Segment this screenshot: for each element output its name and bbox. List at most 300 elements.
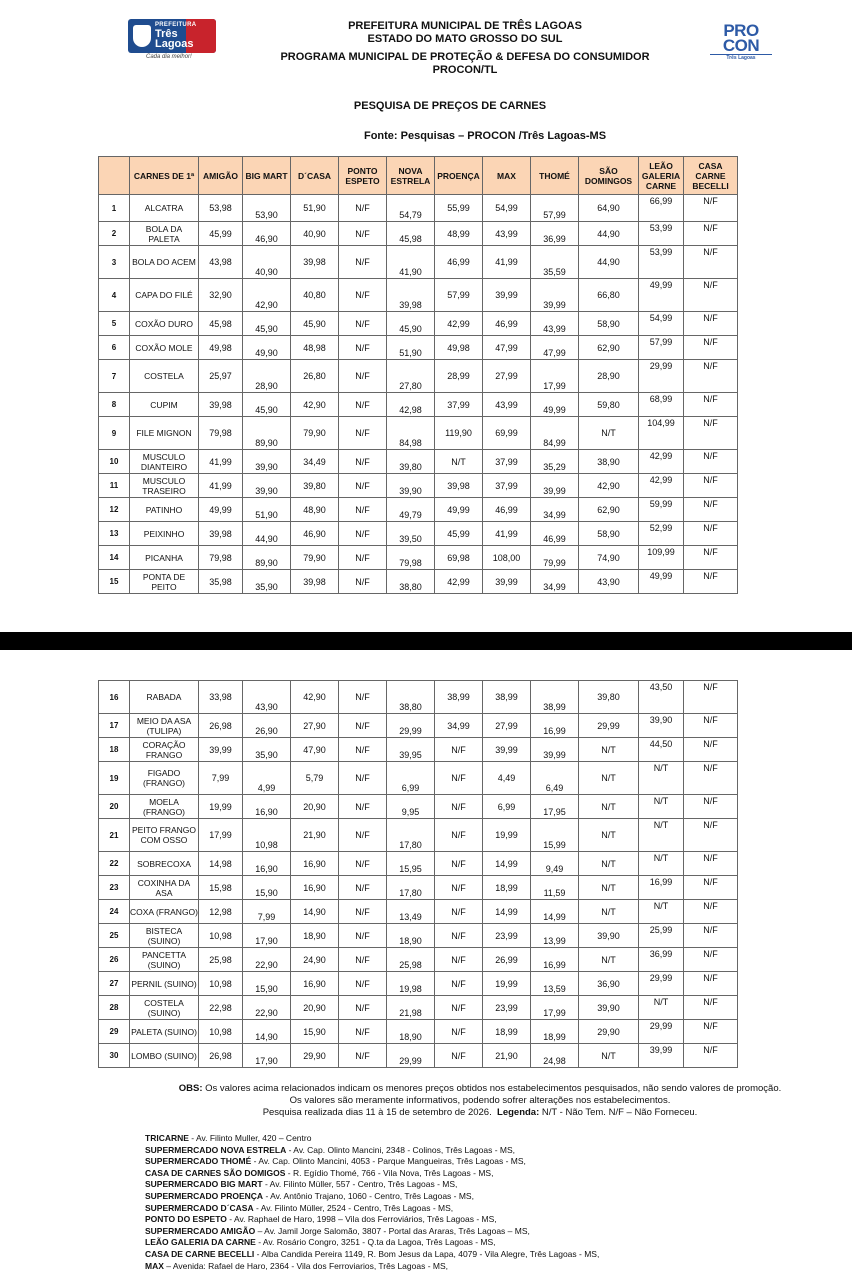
table-row [99, 714, 738, 738]
price-cell: 18,90 [387, 1020, 435, 1044]
price-table-part1 [98, 156, 738, 594]
price-cell: 37,99 [483, 450, 531, 474]
product-name: COSTELA [130, 360, 199, 393]
price-cell: 59,80 [579, 393, 639, 417]
price-cell: N/F [684, 336, 738, 360]
price-cell: 34,99 [435, 714, 483, 738]
price-cell: 14,90 [291, 900, 339, 924]
price-cell: 34,99 [531, 570, 579, 594]
price-cell: 39,90 [243, 450, 291, 474]
table-row [99, 900, 738, 924]
price-cell: 27,99 [483, 360, 531, 393]
price-cell: 51,90 [387, 336, 435, 360]
procon-logo: PRO CON Três Lagoas [710, 23, 772, 63]
product-name: BISTECA (SUINO) [130, 924, 199, 948]
price-cell: 16,90 [243, 795, 291, 819]
table-row [99, 948, 738, 972]
table-row [99, 522, 738, 546]
price-cell: 35,90 [243, 738, 291, 762]
price-cell: 62,90 [579, 498, 639, 522]
product-name: SOBRECOXA [130, 852, 199, 876]
store-name: SUPERMERCADO D´CASA [145, 1202, 254, 1213]
price-cell: 29,99 [639, 1020, 684, 1044]
price-cell: N/T [639, 762, 684, 795]
price-cell: 47,99 [531, 336, 579, 360]
column-header: NOVA ESTRELA [387, 157, 435, 195]
price-cell: N/F [339, 222, 387, 246]
page-break-bar [0, 632, 852, 650]
price-cell: 16,90 [243, 852, 291, 876]
store-address [145, 1226, 825, 1238]
price-cell: 45,99 [435, 522, 483, 546]
price-cell: N/F [435, 852, 483, 876]
price-cell: 46,99 [483, 498, 531, 522]
price-cell: 58,90 [579, 522, 639, 546]
price-cell: 24,90 [291, 948, 339, 972]
price-cell: 16,99 [531, 948, 579, 972]
row-number: 4 [99, 279, 130, 312]
price-cell: 49,99 [639, 279, 684, 312]
price-cell: 42,98 [387, 393, 435, 417]
price-cell: 43,99 [531, 312, 579, 336]
price-cell: N/F [339, 417, 387, 450]
price-cell: N/F [684, 312, 738, 336]
price-cell: N/F [684, 498, 738, 522]
price-cell: 10,98 [199, 1020, 243, 1044]
price-cell: 28,99 [435, 360, 483, 393]
column-header [99, 157, 130, 195]
price-cell: 34,49 [291, 450, 339, 474]
price-cell: 42,99 [435, 312, 483, 336]
product-name: CORAÇÃO FRANGO [130, 738, 199, 762]
price-cell: 15,99 [531, 819, 579, 852]
price-cell: N/F [684, 450, 738, 474]
price-cell: 39,99 [531, 474, 579, 498]
store-address-list [145, 1133, 825, 1272]
price-cell: 26,90 [243, 714, 291, 738]
price-cell: 49,99 [199, 498, 243, 522]
price-cell: 22,90 [243, 948, 291, 972]
price-cell: 48,98 [291, 336, 339, 360]
price-cell: 42,90 [243, 279, 291, 312]
price-cell: N/T [579, 819, 639, 852]
price-cell: 14,90 [243, 1020, 291, 1044]
price-cell: 39,98 [435, 474, 483, 498]
price-cell: N/F [339, 498, 387, 522]
price-cell: N/F [339, 948, 387, 972]
price-cell: 44,50 [639, 738, 684, 762]
price-cell: 17,90 [243, 1044, 291, 1068]
price-cell: N/F [435, 819, 483, 852]
price-cell: 17,80 [387, 819, 435, 852]
price-cell: 33,98 [199, 681, 243, 714]
product-name: COXINHA DA ASA [130, 876, 199, 900]
price-cell: 53,90 [243, 195, 291, 222]
row-number: 19 [99, 762, 130, 795]
store-name: SUPERMERCADO AMIGÃO [145, 1225, 256, 1236]
price-cell: 29,99 [579, 714, 639, 738]
price-cell: 17,99 [199, 819, 243, 852]
row-number: 13 [99, 522, 130, 546]
row-number: 25 [99, 924, 130, 948]
product-name: CAPA DO FILÉ [130, 279, 199, 312]
row-number: 10 [99, 450, 130, 474]
store-street: - R. Egídio Thomé, 766 - Vila Nova, Três Lagoas - MS, [285, 1167, 494, 1178]
price-cell: 18,99 [531, 1020, 579, 1044]
price-cell: N/F [684, 474, 738, 498]
header-line-4: PROCON/TL [432, 64, 498, 76]
price-cell: 16,99 [531, 714, 579, 738]
price-cell: N/F [339, 738, 387, 762]
row-number: 8 [99, 393, 130, 417]
price-cell: 6,99 [483, 795, 531, 819]
price-cell: 39,98 [291, 246, 339, 279]
price-cell: 42,90 [291, 393, 339, 417]
price-cell: 17,99 [531, 360, 579, 393]
row-number: 17 [99, 714, 130, 738]
price-cell: 13,49 [387, 900, 435, 924]
table-row [99, 195, 738, 222]
price-cell: 16,90 [291, 972, 339, 996]
price-cell: 38,99 [483, 681, 531, 714]
row-number: 22 [99, 852, 130, 876]
table-row [99, 312, 738, 336]
price-cell: N/F [339, 876, 387, 900]
price-cell: 21,98 [387, 996, 435, 1020]
price-cell: 35,59 [531, 246, 579, 279]
store-address [145, 1168, 825, 1180]
price-cell: N/F [684, 714, 738, 738]
row-number: 16 [99, 681, 130, 714]
price-cell: 84,99 [531, 417, 579, 450]
price-cell: 35,90 [243, 570, 291, 594]
price-cell: N/F [684, 570, 738, 594]
price-cell: 11,59 [531, 876, 579, 900]
price-cell: 29,90 [579, 1020, 639, 1044]
price-cell: 19,99 [199, 795, 243, 819]
price-cell: 41,99 [483, 246, 531, 279]
price-cell: 39,99 [531, 279, 579, 312]
price-table-part2 [98, 680, 738, 1068]
price-cell: N/F [684, 1044, 738, 1068]
price-cell: 29,99 [387, 1044, 435, 1068]
table-row [99, 738, 738, 762]
column-header: CASA CARNE BECELLI [684, 157, 738, 195]
price-cell: 25,98 [387, 948, 435, 972]
store-address [145, 1156, 825, 1168]
price-cell: 79,99 [531, 546, 579, 570]
price-cell: 40,90 [243, 246, 291, 279]
price-cell: 12,98 [199, 900, 243, 924]
price-cell: 104,99 [639, 417, 684, 450]
price-cell: 41,90 [387, 246, 435, 279]
price-cell: 18,99 [483, 1020, 531, 1044]
price-cell: 53,99 [639, 222, 684, 246]
store-name: TRICARNE [145, 1133, 189, 1143]
store-address [145, 1237, 825, 1249]
table-row [99, 246, 738, 279]
product-name: PONTA DE PEITO [130, 570, 199, 594]
table-row [99, 450, 738, 474]
store-address [145, 1203, 825, 1215]
price-cell: 39,99 [483, 570, 531, 594]
price-cell: 64,90 [579, 195, 639, 222]
price-cell: N/T [579, 417, 639, 450]
price-cell: 6,49 [531, 762, 579, 795]
store-name: CASA DE CARNE BECELLI [145, 1248, 255, 1259]
price-cell: 119,90 [435, 417, 483, 450]
price-cell: 42,99 [639, 450, 684, 474]
price-cell: 16,90 [291, 852, 339, 876]
table-row [99, 360, 738, 393]
table-row [99, 1020, 738, 1044]
table-row [99, 498, 738, 522]
price-cell: N/F [339, 681, 387, 714]
price-cell: 45,98 [387, 222, 435, 246]
price-cell: 46,99 [435, 246, 483, 279]
price-cell: 89,90 [243, 417, 291, 450]
page-source: Fonte: Pesquisas – PROCON /Três Lagoas-MS [363, 130, 607, 142]
price-cell: 22,90 [243, 996, 291, 1020]
price-cell: N/F [435, 948, 483, 972]
price-cell: N/F [684, 393, 738, 417]
price-cell: 52,99 [639, 522, 684, 546]
product-name: ALCATRA [130, 195, 199, 222]
price-cell: 9,49 [531, 852, 579, 876]
store-name: SUPERMERCADO NOVA ESTRELA [145, 1144, 287, 1155]
price-cell: 47,90 [291, 738, 339, 762]
price-cell: N/F [339, 762, 387, 795]
price-cell: 39,99 [483, 738, 531, 762]
price-cell: 18,99 [483, 876, 531, 900]
row-number: 12 [99, 498, 130, 522]
price-cell: N/F [339, 336, 387, 360]
price-cell: N/F [339, 312, 387, 336]
price-cell: 66,99 [639, 195, 684, 222]
price-cell: N/F [435, 876, 483, 900]
product-name: BOLA DO ACEM [130, 246, 199, 279]
price-cell: 13,99 [531, 924, 579, 948]
price-cell: 35,98 [199, 570, 243, 594]
table-row [99, 546, 738, 570]
price-cell: 9,95 [387, 795, 435, 819]
row-number: 18 [99, 738, 130, 762]
price-cell: 15,90 [243, 876, 291, 900]
price-cell: 27,80 [387, 360, 435, 393]
price-cell: 45,90 [387, 312, 435, 336]
table-row [99, 996, 738, 1020]
price-cell: N/F [684, 762, 738, 795]
price-cell: 108,00 [483, 546, 531, 570]
price-cell: N/T [579, 738, 639, 762]
price-cell: 43,99 [483, 393, 531, 417]
price-cell: 26,99 [483, 948, 531, 972]
table-row [99, 393, 738, 417]
price-cell: 17,99 [531, 996, 579, 1020]
price-cell: 40,90 [291, 222, 339, 246]
price-cell: 43,99 [483, 222, 531, 246]
price-cell: 26,80 [291, 360, 339, 393]
price-cell: 6,99 [387, 762, 435, 795]
price-cell: N/F [339, 246, 387, 279]
store-name: LEÃO GALERIA DA CARNE [145, 1237, 256, 1248]
product-name: PATINHO [130, 498, 199, 522]
row-number: 5 [99, 312, 130, 336]
price-cell: N/T [579, 795, 639, 819]
price-cell: 44,90 [579, 222, 639, 246]
price-cell: 38,99 [531, 681, 579, 714]
price-cell: 79,98 [199, 546, 243, 570]
price-cell: 16,99 [639, 876, 684, 900]
store-street: - Av. Rosário Congro, 3251 - Q.ta da Lagoa, Três Lagoas - MS, [255, 1237, 496, 1248]
price-cell: 39,95 [387, 738, 435, 762]
table-row [99, 924, 738, 948]
store-name: SUPERMERCADO PROENÇA [145, 1190, 264, 1201]
table-row [99, 570, 738, 594]
header-line-3: PROGRAMA MUNICIPAL DE PROTEÇÃO & DEFESA DO CONSUMIDOR [280, 51, 650, 63]
table-row [99, 279, 738, 312]
price-cell: N/F [339, 546, 387, 570]
price-cell: N/F [435, 972, 483, 996]
table-header-row [99, 157, 738, 195]
column-header: AMIGÃO [199, 157, 243, 195]
store-street: – Avenida: Rafael de Haro, 2364 - Vila dos Ferroviarios, Três Lagoas - MS, [163, 1260, 449, 1271]
price-cell: 42,90 [579, 474, 639, 498]
product-name: FIGADO (FRANGO) [130, 762, 199, 795]
product-name: COXÃO MOLE [130, 336, 199, 360]
product-name: MUSCULO TRASEIRO [130, 474, 199, 498]
price-cell: 38,99 [435, 681, 483, 714]
price-cell: N/T [639, 819, 684, 852]
price-cell: 39,90 [579, 996, 639, 1020]
store-address [145, 1179, 825, 1191]
price-cell: 39,90 [387, 474, 435, 498]
price-cell: N/T [435, 450, 483, 474]
price-cell: 7,99 [199, 762, 243, 795]
store-street: - Av. Filinto Müller, 2524 - Centro, Três Lagoas - MS, [253, 1202, 454, 1213]
row-number: 1 [99, 195, 130, 222]
store-name: PONTO DO ESPETO [145, 1214, 227, 1225]
row-number: 30 [99, 1044, 130, 1068]
table-row [99, 417, 738, 450]
price-cell: 79,90 [291, 546, 339, 570]
price-cell: 49,98 [199, 336, 243, 360]
column-header: PONTO ESPETO [339, 157, 387, 195]
price-cell: N/F [684, 195, 738, 222]
price-cell: 28,90 [243, 360, 291, 393]
price-cell: 42,90 [291, 681, 339, 714]
price-cell: 44,90 [579, 246, 639, 279]
coat-of-arms-icon [133, 25, 151, 47]
price-cell: 55,99 [435, 195, 483, 222]
product-name: PEIXINHO [130, 522, 199, 546]
price-cell: N/F [339, 924, 387, 948]
store-address [145, 1214, 825, 1226]
price-cell: 109,99 [639, 546, 684, 570]
table-row [99, 876, 738, 900]
price-cell: 34,99 [531, 498, 579, 522]
product-name: PEITO FRANGO COM OSSO [130, 819, 199, 852]
price-cell: 45,90 [291, 312, 339, 336]
price-cell: N/F [339, 996, 387, 1020]
price-cell: N/F [684, 876, 738, 900]
store-address [145, 1133, 825, 1145]
price-cell: 19,98 [387, 972, 435, 996]
price-cell: 51,90 [243, 498, 291, 522]
price-cell: 79,98 [199, 417, 243, 450]
price-cell: 14,99 [483, 852, 531, 876]
price-cell: 62,90 [579, 336, 639, 360]
price-cell: 38,80 [387, 570, 435, 594]
price-cell: N/T [579, 876, 639, 900]
price-cell: 29,99 [639, 972, 684, 996]
price-cell: N/F [435, 900, 483, 924]
price-cell: 14,99 [483, 900, 531, 924]
price-cell: 17,90 [243, 924, 291, 948]
price-cell: N/F [684, 819, 738, 852]
price-cell: N/T [579, 852, 639, 876]
price-cell: 39,90 [243, 474, 291, 498]
store-name: SUPERMERCADO BIG MART [145, 1179, 263, 1190]
price-cell: 15,98 [199, 876, 243, 900]
store-name: CASA DE CARNES SÃO DOMIGOS [145, 1167, 286, 1178]
store-street: - Av. Filinto Muller, 420 – Centro [188, 1133, 312, 1143]
price-cell: 26,98 [199, 1044, 243, 1068]
price-cell: 32,90 [199, 279, 243, 312]
price-cell: 79,98 [387, 546, 435, 570]
price-cell: 39,99 [199, 738, 243, 762]
price-cell: 48,90 [291, 498, 339, 522]
price-cell: 21,90 [291, 819, 339, 852]
price-cell: 45,90 [243, 393, 291, 417]
store-street: - Av. Antônio Trajano, 1060 - Centro, Três Lagoas - MS, [263, 1190, 474, 1201]
price-cell: N/F [339, 1020, 387, 1044]
price-cell: 43,90 [243, 681, 291, 714]
row-number: 23 [99, 876, 130, 900]
price-cell: 69,99 [483, 417, 531, 450]
price-cell: 26,98 [199, 714, 243, 738]
price-cell: 39,99 [531, 738, 579, 762]
price-cell: 23,99 [483, 924, 531, 948]
price-cell: 45,90 [243, 312, 291, 336]
price-cell: N/F [339, 570, 387, 594]
price-cell: 54,99 [639, 312, 684, 336]
price-cell: 40,80 [291, 279, 339, 312]
store-address [145, 1145, 825, 1157]
price-cell: 37,99 [435, 393, 483, 417]
store-name: SUPERMERCADO THOMÉ [145, 1156, 252, 1167]
price-cell: 45,99 [199, 222, 243, 246]
price-cell: N/F [684, 246, 738, 279]
price-cell: 79,90 [291, 417, 339, 450]
price-cell: 15,95 [387, 852, 435, 876]
price-cell: N/F [339, 522, 387, 546]
row-number: 7 [99, 360, 130, 393]
price-cell: 46,90 [243, 222, 291, 246]
price-cell: 39,98 [387, 279, 435, 312]
price-cell: 49,99 [435, 498, 483, 522]
price-cell: 49,79 [387, 498, 435, 522]
column-header: MAX [483, 157, 531, 195]
product-name: MUSCULO DIANTEIRO [130, 450, 199, 474]
price-cell: 39,98 [199, 393, 243, 417]
price-cell: N/F [684, 996, 738, 1020]
price-cell: 42,99 [639, 474, 684, 498]
store-name: MAX [145, 1260, 164, 1271]
price-cell: N/F [435, 1020, 483, 1044]
price-cell: 27,99 [483, 714, 531, 738]
price-cell: 46,90 [291, 522, 339, 546]
